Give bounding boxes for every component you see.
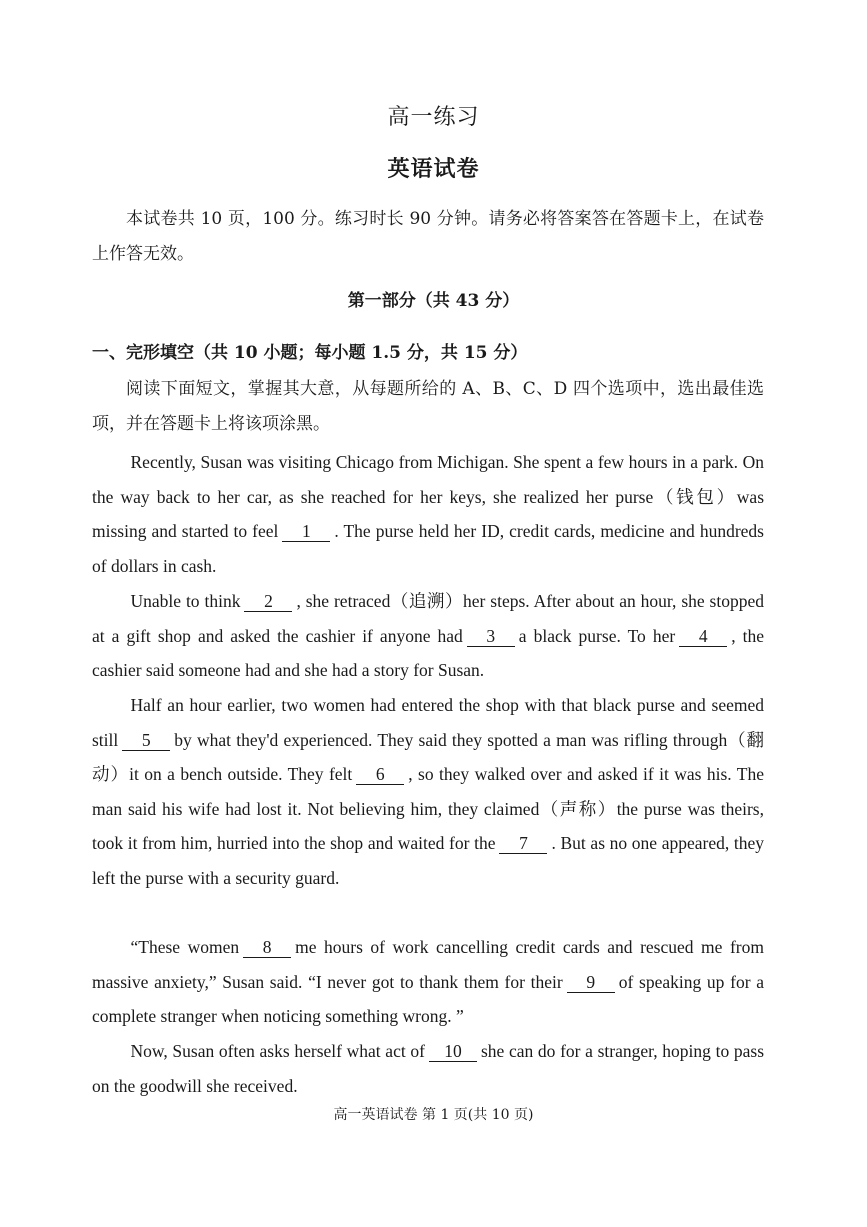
exam-title: 高一练习	[387, 105, 480, 130]
passage-text: , the cashier said someone had and she had a story for Susan.	[92, 625, 764, 680]
passage-text: she can do for a stranger, hoping to pass on the goodwill she received.	[92, 1041, 765, 1096]
passage-text: Unable to think	[130, 591, 241, 611]
exam-intro: 本试卷共 10 页，100 分。练习时长 90 分钟。请务必将答案答在答题卡上，在试卷上作答无效。	[92, 209, 764, 264]
passage-text: . But as no one appeared, they left the purse with a security guard.	[92, 833, 765, 888]
exam-subtitle: 英语试卷	[387, 156, 480, 182]
blank-5: 5	[122, 730, 170, 751]
blank-3: 3	[467, 626, 515, 647]
passage-paragraph-5	[92, 1034, 764, 1103]
passage-text: . The purse held her ID, credit cards, medicine and hundreds of dollars in cash.	[92, 521, 764, 576]
passage-paragraph-3	[92, 688, 764, 895]
blank-2: 2	[244, 591, 292, 612]
passage-text: of speaking up for a complete stranger when noticing something wrong. ”	[92, 971, 764, 1026]
passage-text: , she retraced（追溯）her steps. After about an hour, she stopped at a gift shop and asked the cashier if anyone had	[92, 591, 764, 646]
passage-text: me hours of work cancelling credit cards and rescued me from massive anxiety,” Susan said. “I never got to thank them for their	[92, 937, 764, 992]
section-title: 一、完形填空（共 10 小题；每小题 1.5 分，共 15 分）	[92, 343, 528, 363]
blank-9: 9	[567, 972, 615, 993]
passage-paragraph-2	[92, 584, 764, 688]
blank-4: 4	[679, 626, 727, 647]
passage-paragraph-1	[92, 445, 764, 583]
passage-text: , so they walked over and asked if it was his. The man said his wife had lost it. Not believing him, they claimed（声称）the purse was theirs, took it from him, hurried into the shop and waited for the	[92, 764, 764, 853]
passage-text: Recently, Susan was visiting Chicago from Michigan. She spent a few hours in a park. On the way back to her car, as she reached for her keys, she realized her purse（钱包）was missing and started to feel	[92, 452, 764, 541]
passage-text: a black purse. To her	[518, 625, 676, 646]
part-title: 第一部分（共 43 分）	[347, 291, 520, 311]
passage-text: by what they'd experienced. They said they spotted a man was rifling through（翻动）it on a bench outside. They felt	[92, 729, 764, 784]
blank-6: 6	[356, 764, 404, 785]
blank-1: 1	[282, 521, 330, 542]
page-footer: 高一英语试卷 第 1 页(共 10 页)	[333, 1107, 534, 1123]
passage-paragraph-4	[92, 930, 764, 1034]
passage-text: Half an hour earlier, two women had entered the shop with that black purse and seemed still	[92, 695, 764, 750]
section-instruction: 阅读下面短文，掌握其大意，从每题所给的 A、B、C、D 四个选项中，选出最佳选项，并在答题卡上将该项涂黑。	[92, 379, 764, 434]
blank-7: 7	[499, 833, 547, 854]
passage-text: “These women	[130, 937, 240, 957]
blank-8: 8	[243, 937, 291, 958]
passage-text: Now, Susan often asks herself what act of	[130, 1041, 425, 1061]
blank-10: 10	[429, 1041, 477, 1062]
